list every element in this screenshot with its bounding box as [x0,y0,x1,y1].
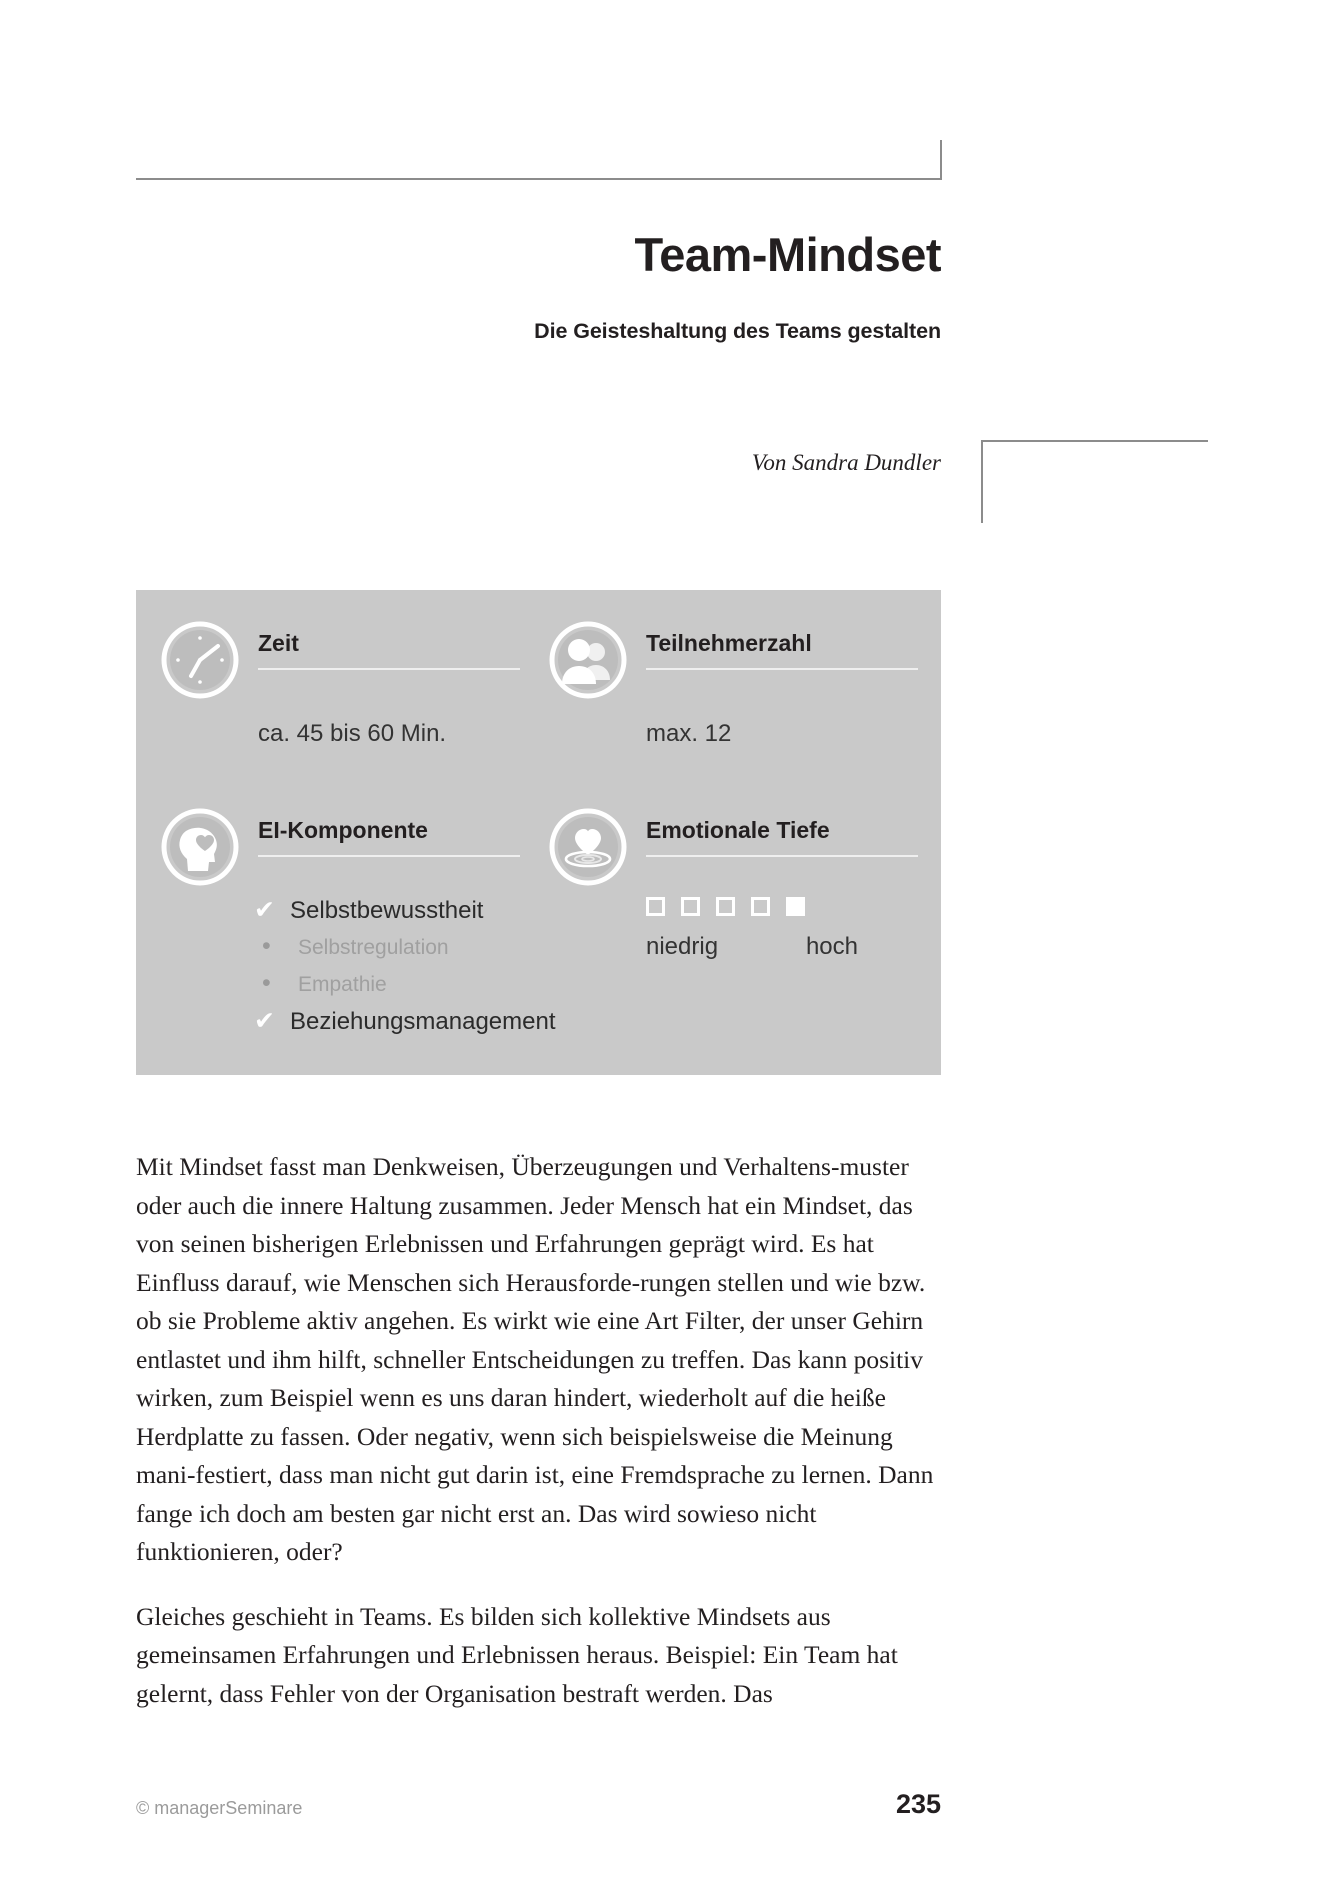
participants-icon [546,618,630,702]
head-heart-icon [158,805,242,889]
list-item-label: Beziehungsmanagement [290,1008,556,1035]
bullet-icon: • [262,932,271,960]
page-subtitle: Die Geisteshaltung des Teams gestalten [534,319,941,344]
scale-legend-high: hoch [805,933,858,960]
list-item-label: Selbstbewusstheit [290,897,484,924]
list-item [254,1006,556,1043]
info-cell-ei-komponente [158,805,558,1035]
body-text [136,1148,956,1739]
info-cell-teilnehmerzahl [546,618,946,747]
info-value-zeit: ca. 45 bis 60 Min. [258,720,447,747]
list-item [254,895,556,932]
header-rule-tick [940,140,942,180]
scale-box-4[interactable] [751,897,770,916]
page-title: Team-Mindset [634,228,941,281]
info-rule-teilnehmerzahl [646,668,918,670]
info-label-ei-komponente: EI-Komponente [258,817,428,843]
title-block [136,230,941,344]
paragraph: Gleiches geschieht in Teams. Es bilden sich kollektive Mindsets aus gemeinsamen Erfahrungen und Erlebnissen heraus. Beispiel: Ein Team hat gelernt, dass Fehler von der Organisation bestraft werden. Das [136,1601,898,1708]
list-item [254,969,556,1006]
scale-legend [646,933,858,961]
heart-ripple-icon [546,805,630,889]
info-cell-zeit [158,618,558,747]
check-icon: ✔ [254,1007,275,1035]
scale-box-3[interactable] [716,897,735,916]
check-icon: ✔ [254,896,275,924]
info-box [136,590,941,1075]
scale-legend-low: niedrig [646,933,719,960]
list-item-label: Empathie [298,973,387,996]
byline-bracket-horizontal [981,440,1208,442]
ei-component-list [254,895,556,1043]
bullet-icon: • [262,969,271,997]
byline: Von Sandra Dundler [751,450,941,475]
paragraph: Mit Mindset fasst man Denkweisen, Überzeugungen und Verhaltens-muster oder auch die innere Haltung zusammen. Jeder Mensch hat ein Mindset, das von seinen bisherigen Erlebnissen und Erfahrungen geprägt wird. Es hat Einfluss darauf, wie Menschen sich Herausforde-rungen stellen und wie bzw. ob sie Probleme aktiv angehen. Es wirkt wie eine Art Filter, der unser Gehirn entlastet und ihm hilft, schneller Entscheidungen zu treffen. Das kann positiv wirken, zum Beispiel wenn es uns daran hindert, wiederholt auf die heiße Herdplatte zu fassen. Oder negativ, wenn sich beispielsweise die Meinung mani-festiert, dass man nicht gut darin ist, eine Fremdsprache zu lernen. Dann fange ich doch am besten gar nicht erst an. Das wird sowieso nicht funktionieren, oder? [136,1152,934,1566]
info-rule-zeit [258,668,520,670]
scale-box-1[interactable] [646,897,665,916]
page-number: 235 [895,1789,941,1819]
header-rule [136,178,941,180]
emotional-depth-scale [646,897,805,916]
info-label-teilnehmerzahl: Teilnehmerzahl [646,630,812,656]
byline-bracket-vertical [981,440,983,523]
info-cell-emotionale-tiefe [546,805,946,960]
info-label-zeit: Zeit [258,630,299,656]
scale-box-5[interactable] [786,897,805,916]
info-label-emotionale-tiefe: Emotionale Tiefe [646,817,830,843]
list-item [254,932,556,969]
footer-copyright: © managerSeminare [136,1798,303,1818]
info-rule-ei-komponente [258,855,520,857]
info-rule-emotionale-tiefe [646,855,918,857]
scale-box-2[interactable] [681,897,700,916]
info-value-teilnehmerzahl: max. 12 [646,720,732,747]
clock-icon [158,618,242,702]
list-item-label: Selbstregulation [298,936,449,959]
